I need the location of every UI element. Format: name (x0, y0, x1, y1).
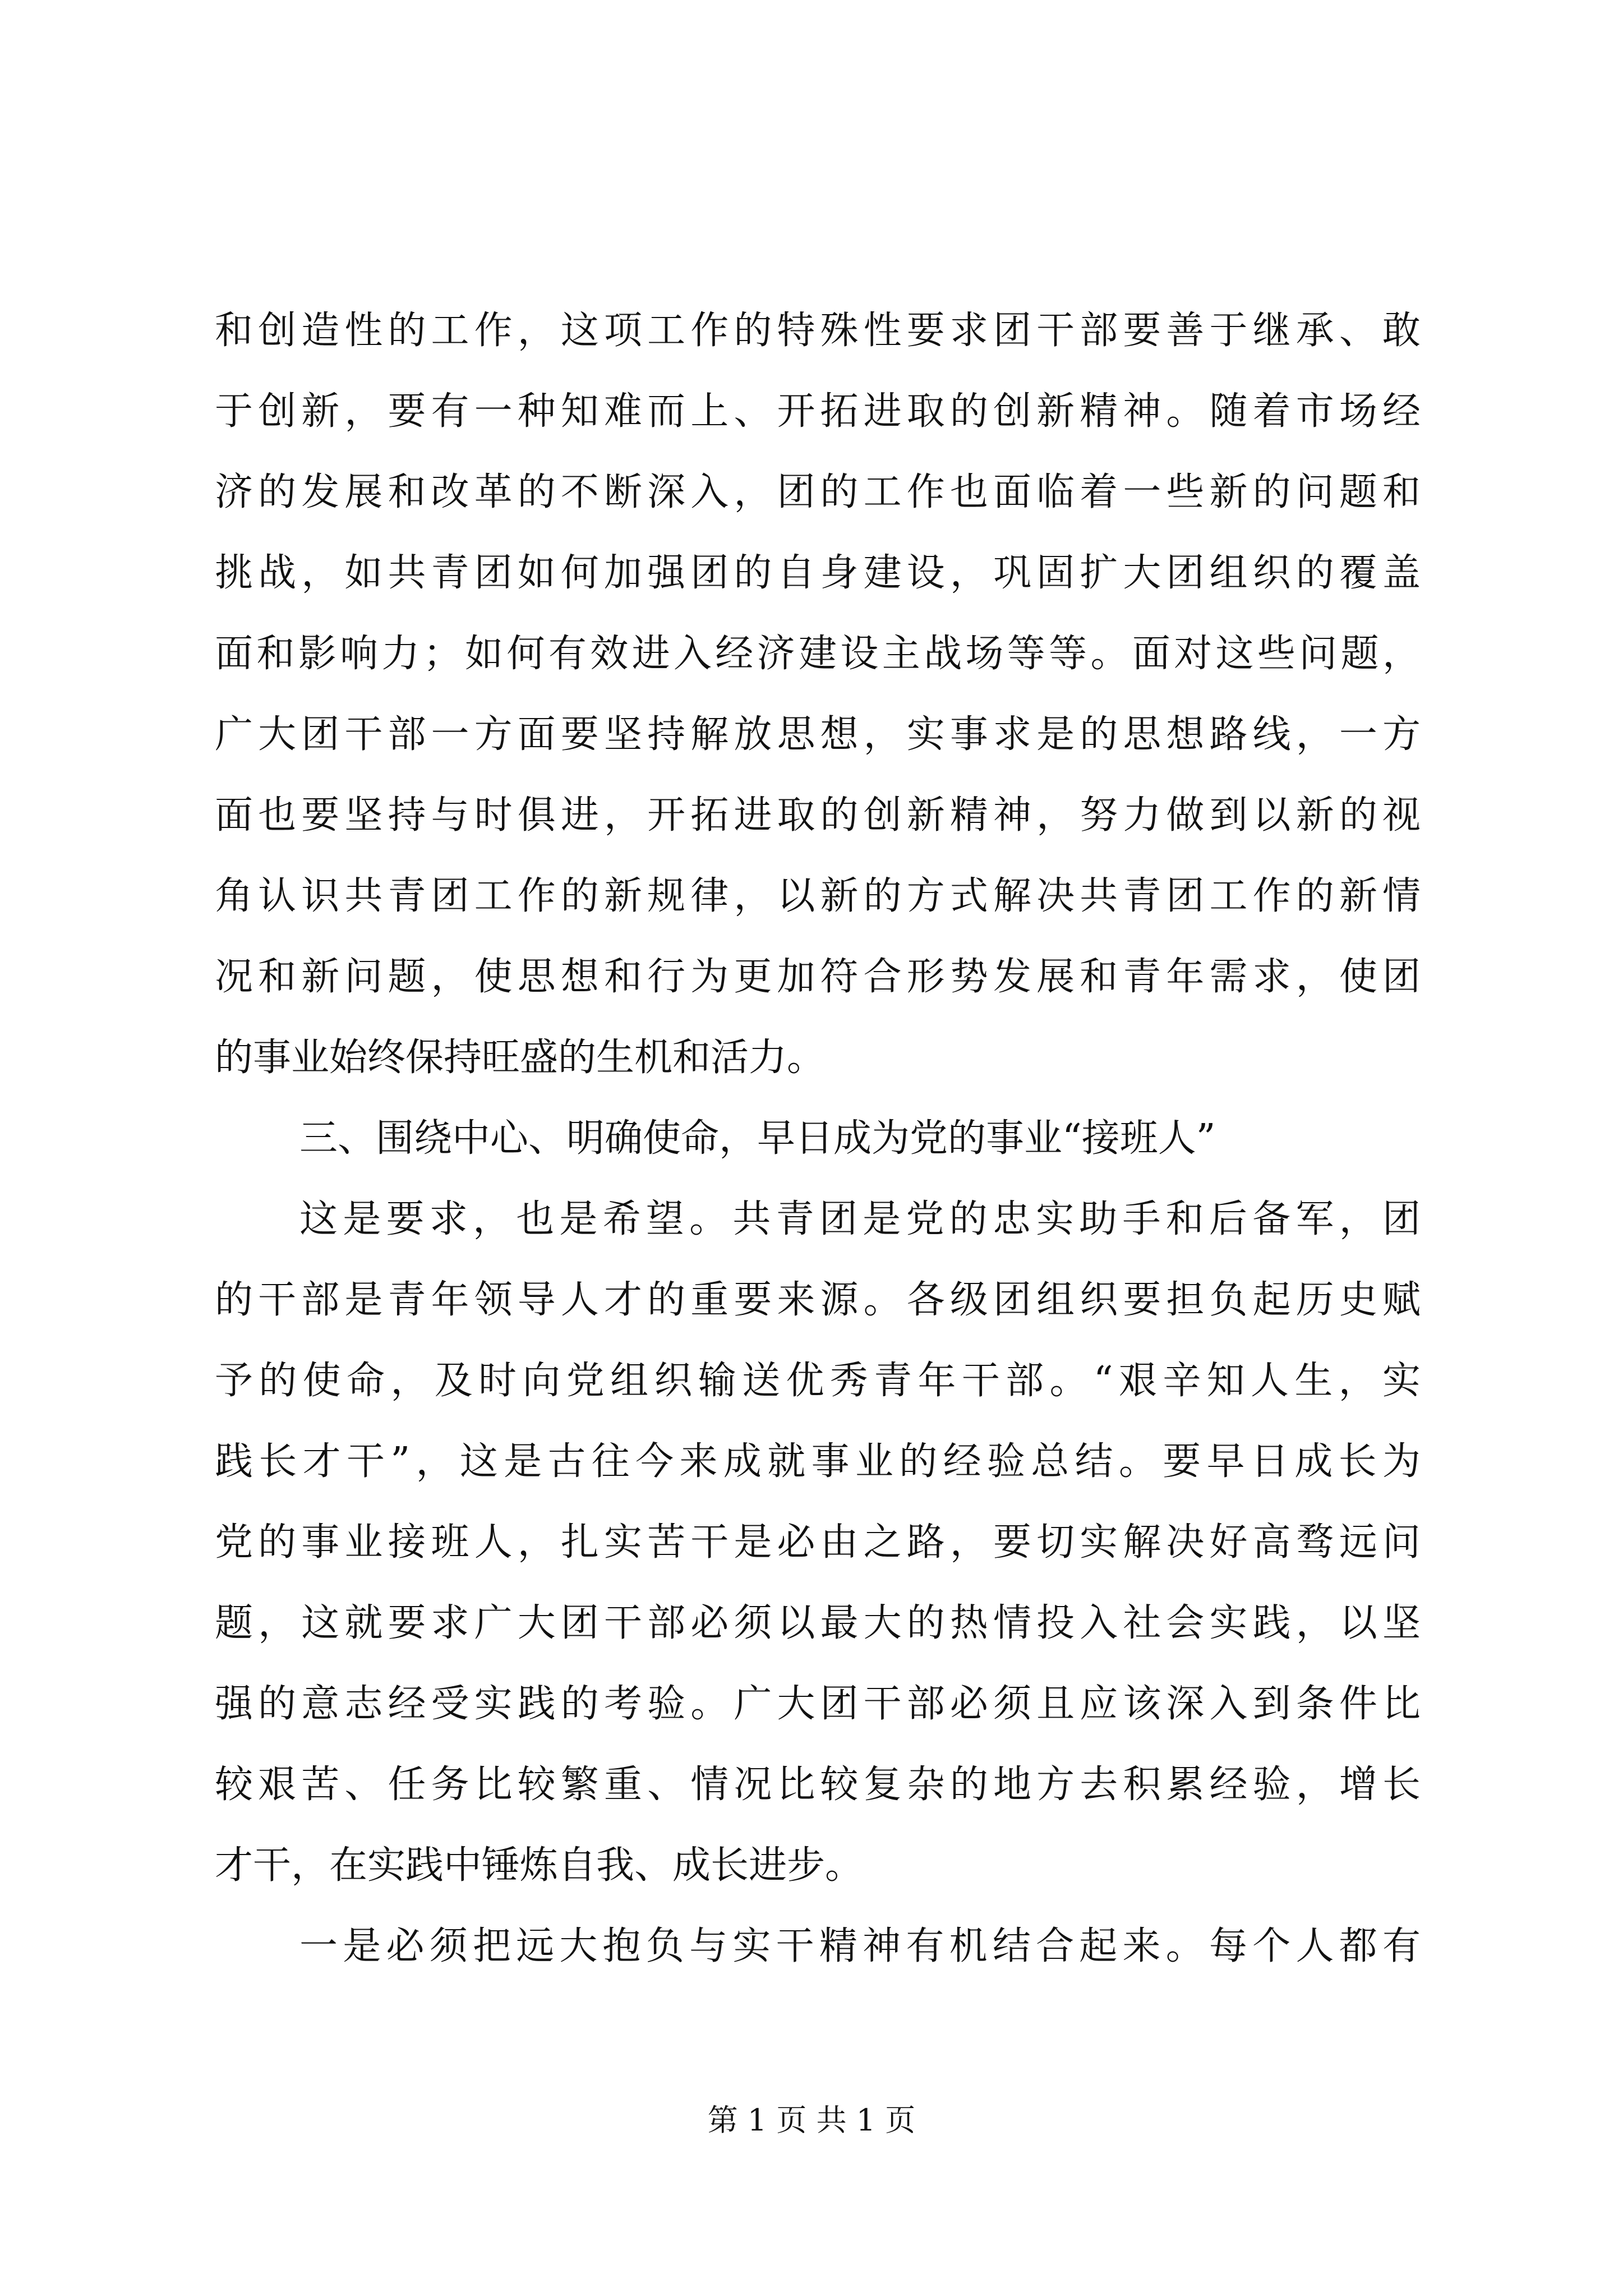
text-line: 面和影响力；如何有效进入经济建设主战场等等。面对这些问题， (215, 632, 1421, 676)
text-line: 党的事业接班人，扎实苦干是必由之路，要切实解决好高骛远问 (215, 1520, 1421, 1565)
text-line: 较艰苦、任务比较繁重、情况比较复杂的地方去积累经验，增长 (215, 1763, 1421, 1807)
text-line: 于创新，要有一种知难而上、开拓进取的创新精神。随着市场经 (215, 389, 1421, 434)
text-line: 况和新问题，使思想和行为更加符合形势发展和青年需求，使团 (215, 955, 1421, 999)
text-line: 题，这就要求广大团干部必须以最大的热情投入社会实践，以坚 (215, 1601, 1421, 1645)
text-line: 和创造性的工作，这项工作的特殊性要求团干部要善于继承、敢 (215, 309, 1421, 353)
text-line: 的事业始终保持旺盛的生机和活力。 (215, 1036, 826, 1080)
text-line: 广大团干部一方面要坚持解放思想，实事求是的思想路线，一方 (215, 712, 1421, 757)
section-heading: 三、围绕中心、明确使命，早日成为党的事业“接班人” (299, 1116, 1216, 1161)
text-line: 面也要坚持与时俱进，开拓进取的创新精神，努力做到以新的视 (215, 793, 1421, 838)
text-line: 的干部是青年领导人才的重要来源。各级团组织要担负起历史赋 (215, 1278, 1421, 1322)
text-line: 这是要求，也是希望。共青团是党的忠实助手和后备军，团 (299, 1197, 1421, 1241)
text-line: 予的使命，及时向党组织输送优秀青年干部。“艰辛知人生，实 (215, 1359, 1421, 1403)
text-line: 强的意志经受实践的考验。广大团干部必须且应该深入到条件比 (215, 1682, 1421, 1726)
text-line: 才干，在实践中锤炼自我、成长进步。 (215, 1843, 864, 1888)
text-line: 践长才干”，这是古往今来成就事业的经验总结。要早日成长为 (215, 1439, 1421, 1484)
text-line: 济的发展和改革的不断深入，团的工作也面临着一些新的问题和 (215, 470, 1421, 514)
page-number-footer: 第 1 页 共 1 页 (707, 2102, 916, 2138)
text-line: 挑战，如共青团如何加强团的自身建设，巩固扩大团组织的覆盖 (215, 551, 1421, 595)
text-line: 一是必须把远大抱负与实干精神有机结合起来。每个人都有 (299, 1924, 1421, 1968)
text-line: 角认识共青团工作的新规律，以新的方式解决共青团工作的新情 (215, 874, 1421, 918)
